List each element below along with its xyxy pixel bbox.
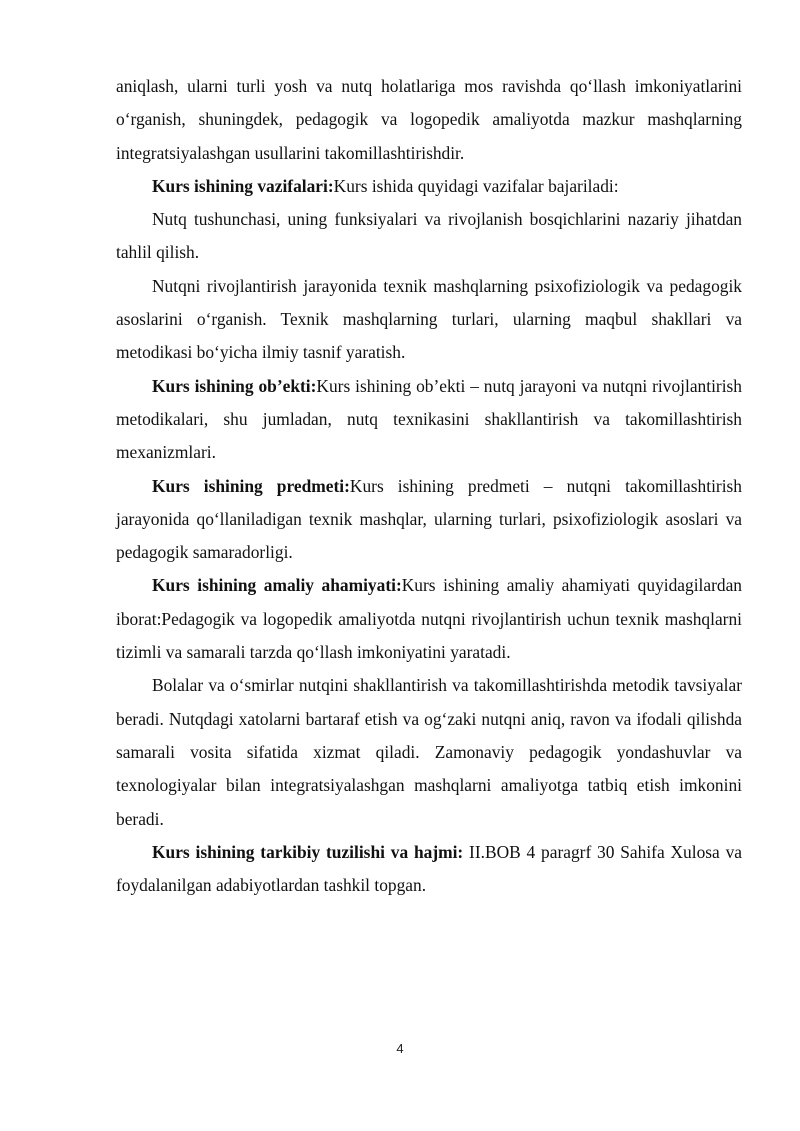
paragraph-text: Kurs ishining predmeti – nutqni takomillashtirish jarayonida qo‘llaniladigan texnik mashqlar, ularning turlari, psixofiziologik asoslari va pedagogik samaradorligi. xyxy=(116,475,742,563)
paragraph-text: Kurs ishining ob’ekti – nutq jarayoni va nutqni rivojlantirish metodikalari, shu jumladan, nutq texnikasini shakllantirish va takomillashtirish mexanizmlari. xyxy=(116,375,742,463)
page-number: 4 xyxy=(396,1041,404,1056)
paragraph-continuation xyxy=(116,70,742,170)
paragraph-text: II.BOB 4 paragrf 30 Sahifa Xulosa va foydalanilgan adabiyotlardan tashkil topgan. xyxy=(116,841,742,896)
paragraph-structure xyxy=(116,836,742,903)
paragraph-text: Kurs ishining amaliy ahamiyati quyidagilardan iborat:Pedagogik va logopedik amaliyotda nutqni rivojlantirish uchun texnik mashqlarni tizimli va samarali tarzda qo‘llash imkoniyatini yaratadi. xyxy=(116,575,742,663)
paragraph-practical-significance xyxy=(116,569,742,669)
paragraph-heading: Kurs ishining predmeti: xyxy=(152,475,350,496)
paragraph-task-1 xyxy=(116,203,742,270)
paragraph-recommendations xyxy=(116,669,742,835)
paragraph-subject xyxy=(116,470,742,570)
paragraph-heading: Kurs ishining tarkibiy tuzilishi va hajmi: xyxy=(152,841,464,862)
paragraph-object xyxy=(116,370,742,470)
paragraph-heading: Kurs ishining vazifalari: xyxy=(152,175,334,196)
paragraph-heading: Kurs ishining ob’ekti: xyxy=(152,375,317,396)
paragraph-heading: Kurs ishining amaliy ahamiyati: xyxy=(152,575,402,596)
paragraph-text: Nutqni rivojlantirish jarayonida texnik mashqlarning psixofiziologik va pedagogik asoslarini o‘rganish. Texnik mashqlarning turlari, ularning maqbul shakllari va metodikasi bo‘yicha ilmiy tasnif yaratish. xyxy=(116,275,742,363)
paragraph-text: Bolalar va o‘smirlar nutqini shakllantirish va takomillashtirishda metodik tavsiyalar beradi. Nutqdagi xatolarni bartaraf etish va og‘zaki nutqni aniq, ravon va ifodali qilishda samarali vosita sifatida xizmat qiladi. Zamonaviy pedagogik yondashuvlar va texnologiyalar bilan integratsiyalashgan mashqlarni amaliyotga tatbiq etish imkonini beradi. xyxy=(116,675,742,829)
paragraph-tasks xyxy=(116,170,742,203)
paragraph-text: Kurs ishida quyidagi vazifalar bajariladi: xyxy=(333,175,619,196)
paragraph-text: Nutq tushunchasi, uning funksiyalari va rivojlanish bosqichlarini nazariy jihatdan tahlil qilish. xyxy=(116,209,742,263)
document-body xyxy=(116,70,742,902)
paragraph-text: aniqlash, ularni turli yosh va nutq holatlariga mos ravishda qo‘llash imkoniyatlarini o‘rganish, shuningdek, pedagogik va logopedik amaliyotda mazkur mashqlarning integratsiyalashgan usullarini takomillashtirishdir. xyxy=(116,76,742,163)
paragraph-task-2 xyxy=(116,270,742,370)
